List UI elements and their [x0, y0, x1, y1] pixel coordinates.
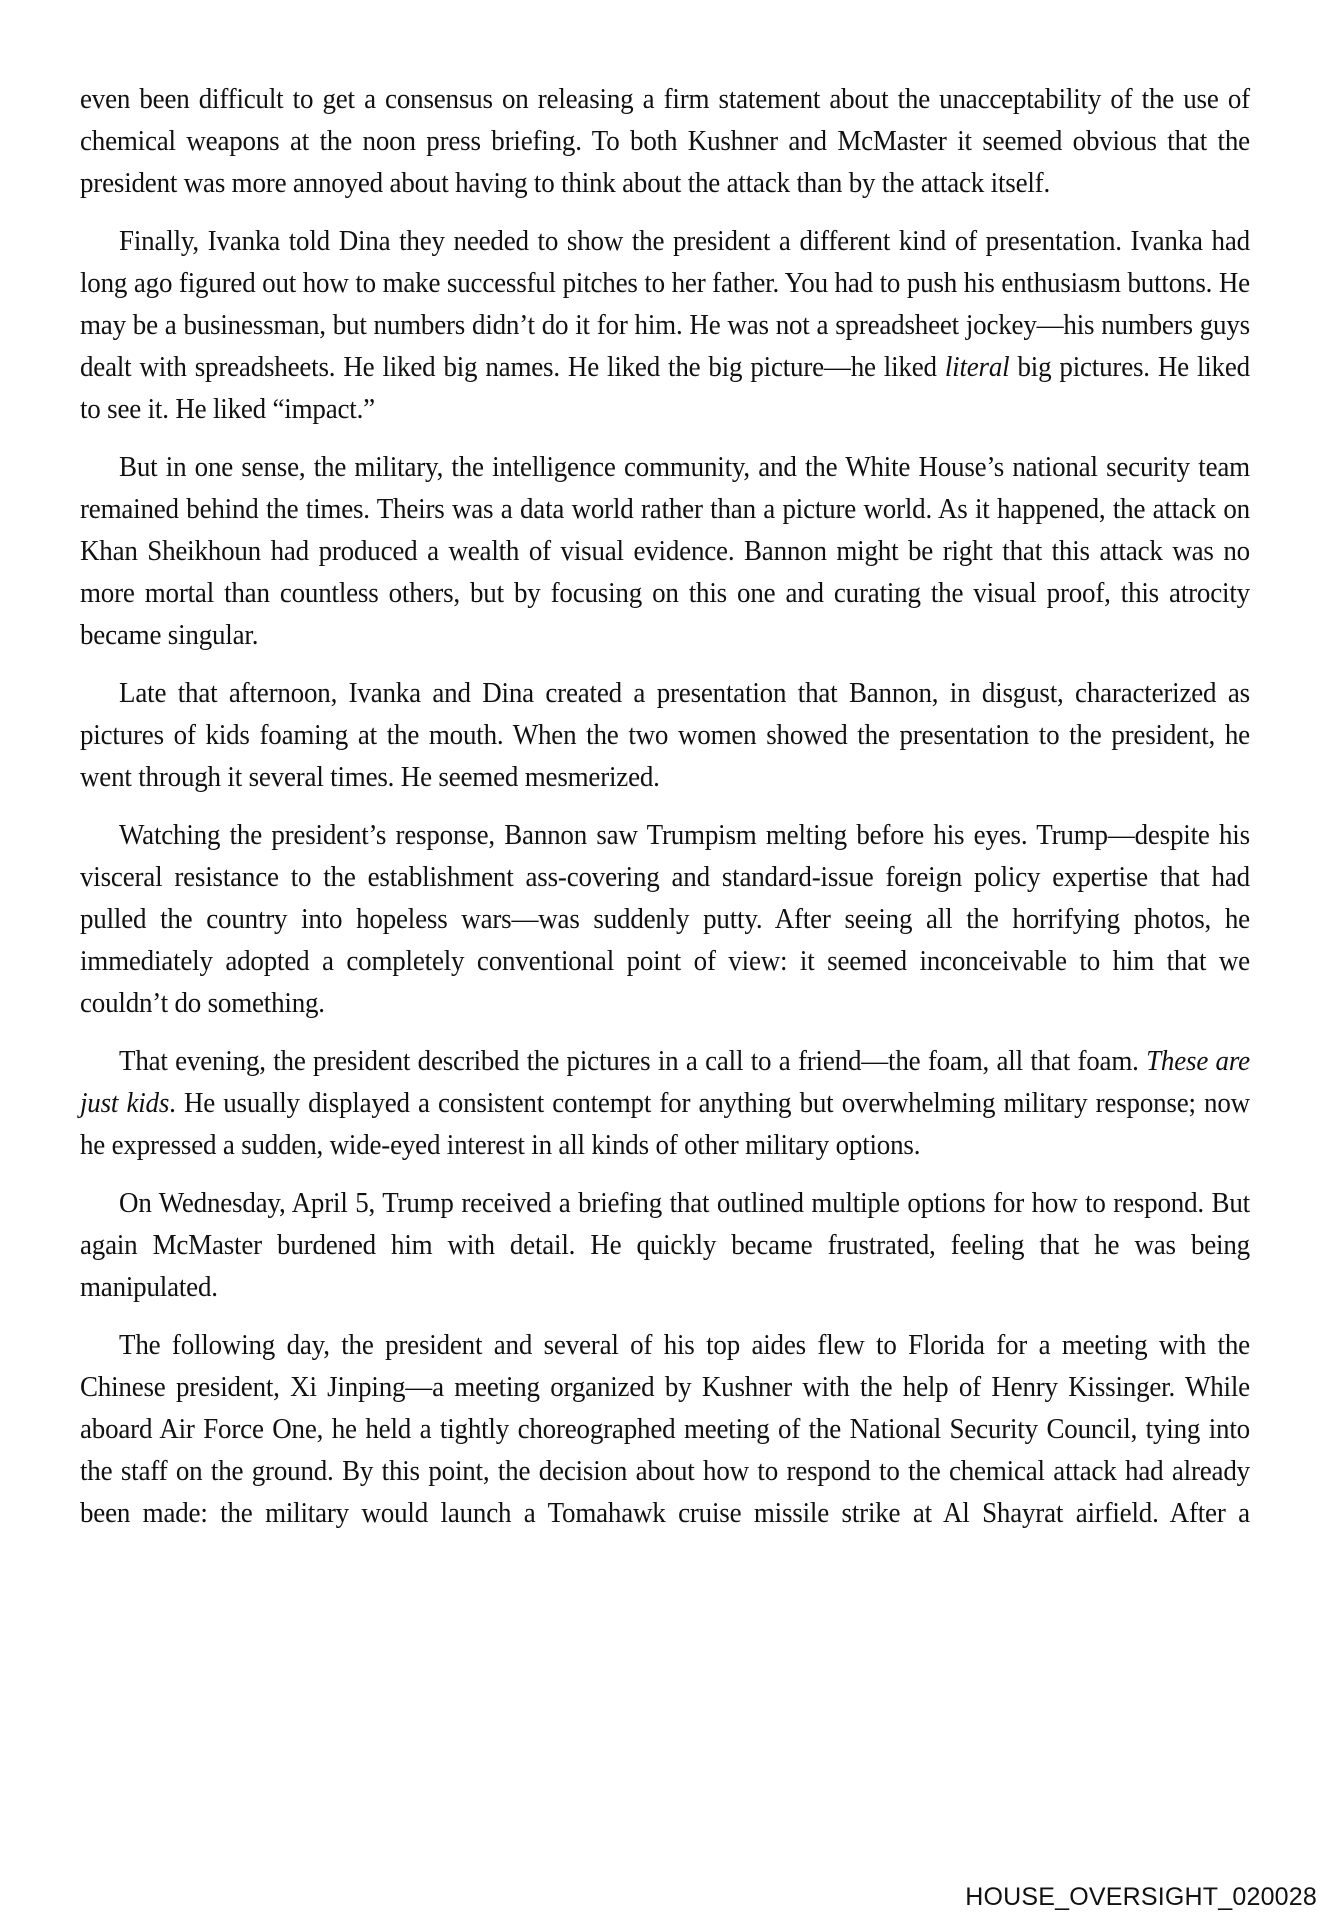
paragraph-text: On Wednesday, April 5, Trump received a briefing that outlined multiple options for how to respond. But again McMaster burdened him with detail. He quickly became frustrated, feeling that he was being manipulated.: [80, 1187, 1250, 1303]
paragraph-text: The following day, the president and several of his top aides flew to Florida for a meeting with the Chinese president, Xi Jinping—a meeting organized by Kushner with the help of Henry Kissinger. While aboard Air Force One, he held a tightly choreographed meeting of the National Security Council, tying into the staff on the ground. By this point, the decision about how to respond to the chemical attack had already been made: the military would launch a Tomahawk cruise missile strike at Al Shayrat airfield. After a: [80, 1329, 1250, 1529]
paragraph-text: even been difficult to get a consensus on releasing a firm statement about the unacceptability of the use of chemical weapons at the noon press briefing. To both Kushner and McMaster it seemed obvious that the president was more annoyed about having to think about the attack than by the attack itself.: [80, 83, 1250, 199]
paragraph: [80, 220, 1250, 430]
paragraph: [80, 78, 1250, 204]
paragraph-text: big pictures. He liked to see it. He liked “impact.”: [80, 351, 1250, 425]
paragraph: [80, 446, 1250, 656]
paragraph: [80, 1182, 1250, 1308]
paragraph-text: . He usually displayed a consistent contempt for anything but overwhelming military response; now he expressed a sudden, wide-eyed interest in all kinds of other military options.: [80, 1087, 1250, 1161]
paragraph-text: Watching the president’s response, Bannon saw Trumpism melting before his eyes. Trump—despite his visceral resistance to the establishment ass-covering and standard-issue foreign policy expertise that had pulled the country into hopeless wars—was suddenly putty. After seeing all the horrifying photos, he immediately adopted a completely conventional point of view: it seemed inconceivable to him that we couldn’t do something.: [80, 819, 1250, 1019]
paragraph: [80, 672, 1250, 798]
document-body: [80, 78, 1250, 1550]
paragraph: [80, 814, 1250, 1024]
italic-emphasis: These are just kids: [80, 1045, 1250, 1119]
paragraph-text: But in one sense, the military, the intelligence community, and the White House’s national security team remained behind the times. Theirs was a data world rather than a picture world. As it happened, the attack on Khan Sheikhoun had produced a wealth of visual evidence. Bannon might be right that this attack was no more mortal than countless others, but by focusing on this one and curating the visual proof, this atrocity became singular.: [80, 451, 1250, 651]
paragraph-text: That evening, the president described the pictures in a call to a friend—the foam, all that foam.: [119, 1045, 1147, 1077]
paragraph: [80, 1040, 1250, 1166]
bates-number: HOUSE_OVERSIGHT_020028: [965, 1883, 1317, 1911]
italic-emphasis: literal: [944, 351, 1010, 383]
paragraph-text: Finally, Ivanka told Dina they needed to show the president a different kind of presentation. Ivanka had long ago figured out how to make successful pitches to her father. You had to push his enthusiasm buttons. He may be a businessman, but numbers didn’t do it for him. He was not a spreadsheet jockey—his numbers guys dealt with spreadsheets. He liked big names. He liked the big picture—he liked: [80, 225, 1250, 383]
paragraph-text: Late that afternoon, Ivanka and Dina created a presentation that Bannon, in disgust, characterized as pictures of kids foaming at the mouth. When the two women showed the presentation to the president, he went through it several times. He seemed mesmerized.: [80, 677, 1250, 793]
paragraph: [80, 1324, 1250, 1534]
